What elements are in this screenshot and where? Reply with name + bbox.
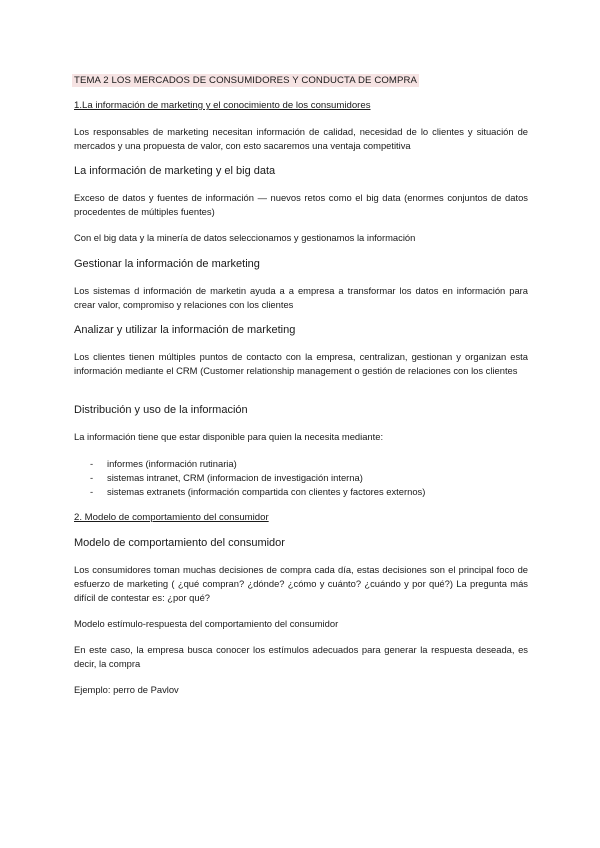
list-bullet: - bbox=[90, 458, 94, 469]
subheading-modelo: Modelo de comportamiento del consumidor bbox=[74, 537, 285, 549]
list-bullet: - bbox=[90, 472, 94, 483]
paragraph-gestionar: Los sistemas d información de marketin ayuda a a empresa a transformar los datos en información para crear valor, compromiso y relaciones con los clientes bbox=[74, 285, 528, 310]
paragraph-modelo: Los consumidores toman muchas decisiones de compra cada día, estas decisiones son el principal foco de esfuerzo de marketing ( ¿qué compran? ¿dónde? ¿cómo y cuánto? ¿cuándo y por qué?) La pregunta más difícil de contestar es: ¿por qué? bbox=[74, 564, 528, 603]
subheading-gestionar: Gestionar la información de marketing bbox=[74, 258, 260, 270]
list-bullet: - bbox=[90, 486, 94, 497]
section-1-heading: 1.La información de marketing y el conocimiento de los consumidores bbox=[74, 100, 371, 111]
list-item: - sistemas intranet, CRM (informacion de investigación interna) bbox=[90, 472, 363, 483]
paragraph-analizar: Los clientes tienen múltiples puntos de contacto con la empresa, centralizan, gestionan y organizan esta información mediante el CRM (Customer relationship management o gestión de relaciones con los clientes bbox=[74, 351, 528, 376]
subheading-big-data: La información de marketing y el big data bbox=[74, 165, 276, 177]
paragraph-estimulo-respuesta: Modelo estímulo-respuesta del comportamiento del consumidor bbox=[74, 618, 339, 629]
subheading-distribucion: Distribución y uso de la información bbox=[74, 404, 248, 416]
paragraph-big-data-1: Exceso de datos y fuentes de información — nuevos retos como el big data (enormes conjuntos de datos procedentes de múltiples fuentes) bbox=[74, 192, 528, 217]
paragraph-big-data-2: Con el big data y la minería de datos seleccionamos y gestionamos la información bbox=[74, 232, 416, 243]
list-item: - sistemas extranets (información compartida con clientes y factores externos) bbox=[90, 486, 426, 497]
distribution-list bbox=[74, 457, 528, 499]
list-item: - informes (información rutinaria) bbox=[90, 458, 237, 469]
section-1-intro: Los responsables de marketing necesitan información de calidad, necesidad de lo clientes y situación de mercados y una propuesta de valor, con esto sacaremos una ventaja competitiva bbox=[74, 126, 528, 151]
document-title: TEMA 2 LOS MERCADOS DE CONSUMIDORES Y CONDUCTA DE COMPRA bbox=[74, 75, 418, 86]
subheading-analizar: Analizar y utilizar la información de marketing bbox=[74, 324, 296, 336]
paragraph-caso: En este caso, la empresa busca conocer los estímulos adecuados para generar la respuesta deseada, es decir, la compra bbox=[74, 644, 528, 669]
section-2-heading: 2. Modelo de comportamiento del consumidor bbox=[74, 512, 269, 523]
paragraph-ejemplo: Ejemplo: perro de Pavlov bbox=[74, 684, 179, 695]
paragraph-distribucion: La información tiene que estar disponible para quien la necesita mediante: bbox=[74, 431, 384, 442]
